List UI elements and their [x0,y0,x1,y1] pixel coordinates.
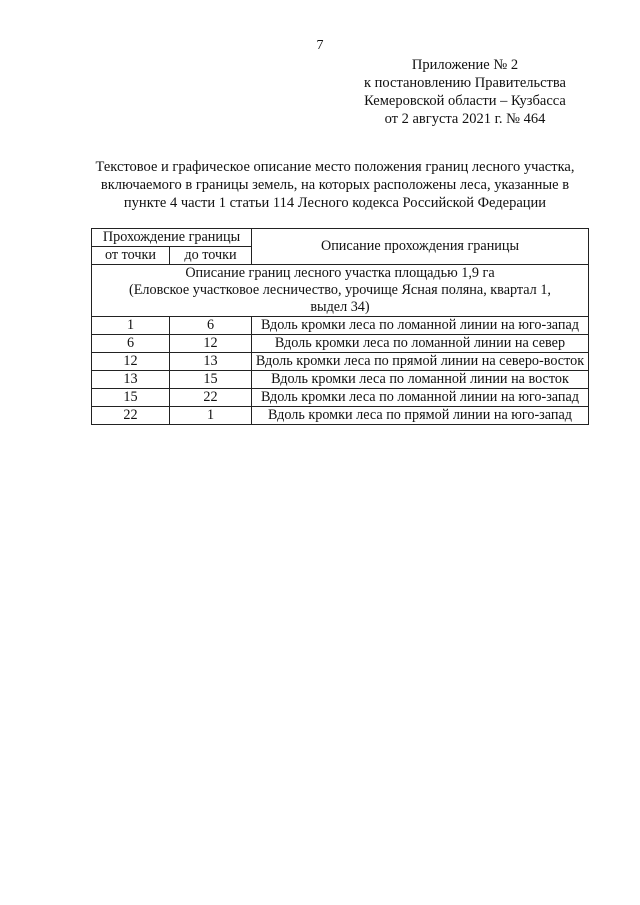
appendix-line: от 2 августа 2021 г. № 464 [384,111,546,127]
description-cell: Вдоль кромки леса по ломанной линии на юго-запад [252,389,589,407]
table-row [92,407,589,425]
title-line: Текстовое и графическое описание место положения границ лесного участка, [95,159,575,175]
table-row [92,335,589,353]
document-title [70,158,600,212]
title-line: пункте 4 части 1 статьи 114 Лесного кодекса Российской Федерации [123,195,547,211]
appendix-line: к постановлению Правительства [364,75,566,91]
from-point-cell: 6 [92,335,170,353]
appendix-line: Приложение № 2 [411,57,519,73]
to-point-cell: 6 [170,317,252,335]
title-line: включаемого в границы земель, на которых расположены леса, указанные в [100,177,570,193]
header-from-point: от точки [92,247,170,265]
appendix-line: Кемеровской области – Кузбасса [364,93,566,109]
description-cell: Вдоль кромки леса по прямой линии на северо-восток [252,353,589,371]
table-header-row [92,229,589,247]
to-point-cell: 12 [170,335,252,353]
section-description [92,265,589,317]
section-line: выдел 34) [310,299,370,315]
table-row [92,371,589,389]
table-row [92,317,589,335]
header-to-point: до точки [170,247,252,265]
to-point-cell: 13 [170,353,252,371]
from-point-cell: 15 [92,389,170,407]
from-point-cell: 1 [92,317,170,335]
description-cell: Вдоль кромки леса по прямой линии на юго-запад [252,407,589,425]
to-point-cell: 22 [170,389,252,407]
table-row [92,389,589,407]
from-point-cell: 13 [92,371,170,389]
page-number: 7 [316,38,324,53]
appendix-block [330,56,600,128]
section-line: Описание границ лесного участка площадью 1,9 га [185,265,495,281]
description-cell: Вдоль кромки леса по ломанной линии на север [252,335,589,353]
description-cell: Вдоль кромки леса по ломанной линии на восток [252,371,589,389]
section-row [92,265,589,317]
header-description: Описание прохождения границы [252,229,589,265]
from-point-cell: 22 [92,407,170,425]
from-point-cell: 12 [92,353,170,371]
section-line: (Еловское участковое лесничество, урочище Ясная поляна, квартал 1, [129,282,551,298]
table-row [92,353,589,371]
boundary-table [91,228,589,425]
to-point-cell: 15 [170,371,252,389]
description-cell: Вдоль кромки леса по ломанной линии на юго-запад [252,317,589,335]
to-point-cell: 1 [170,407,252,425]
header-boundary-passage: Прохождение границы [92,229,252,247]
